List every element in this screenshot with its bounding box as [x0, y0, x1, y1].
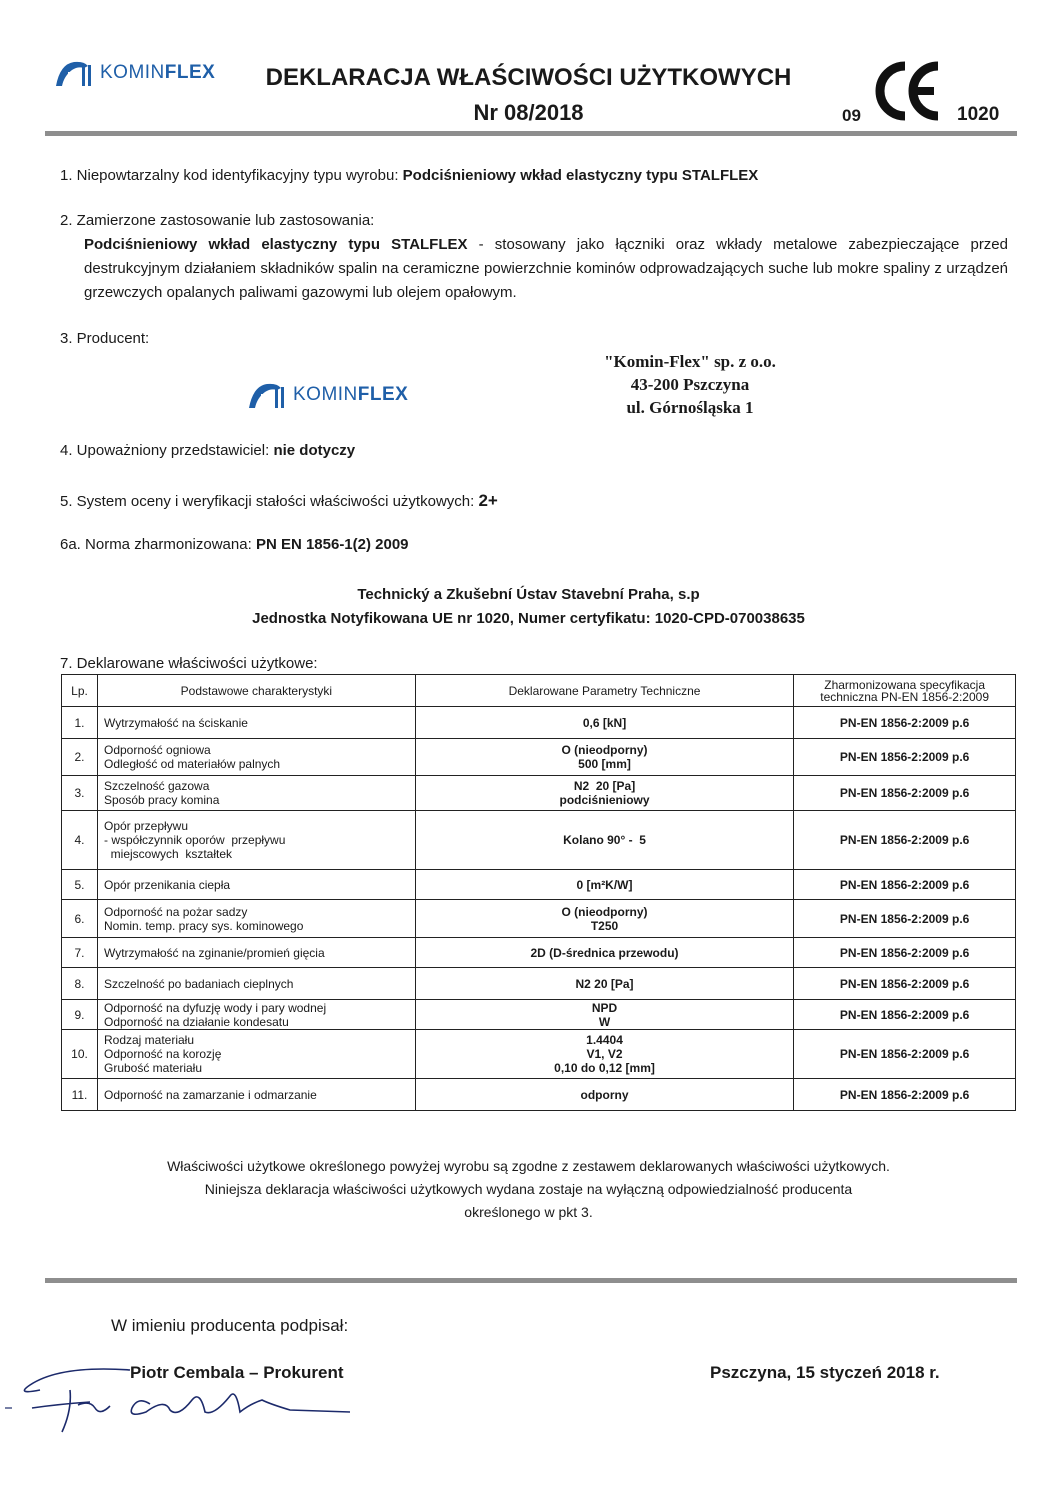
closing-line-3: określonego w pkt 3.	[464, 1204, 593, 1220]
characteristic-line: Szczelność po badaniach cieplnych	[103, 976, 294, 991]
item-5	[60, 489, 498, 514]
ce-mark	[872, 58, 942, 126]
table-row	[62, 1000, 1016, 1030]
cell-parameter	[415, 938, 793, 968]
cell-specification: PN-EN 1856-2:2009 p.6	[794, 870, 1016, 900]
characteristic-line: Odporność na pożar sadzy	[103, 904, 248, 919]
cell-characteristic	[97, 900, 415, 938]
cell-parameter	[415, 1079, 793, 1111]
parameter-line: odporny	[580, 1087, 629, 1102]
item-1-label: 1. Niepowtarzalny kod identyfikacyjny typu wyrobu:	[60, 167, 403, 184]
cell-parameter	[415, 811, 793, 870]
notified-body-name: Technický a Zkušební Ústav Stavební Praha, s.p	[357, 586, 700, 603]
logo-text: KOMINFLEX	[293, 384, 409, 405]
cell-lp: 4.	[62, 811, 98, 870]
ce-mark-icon	[872, 58, 942, 124]
characteristic-line: Odporność na korozję	[103, 1047, 222, 1061]
characteristic-line: Opór przepływu	[103, 819, 189, 833]
parameter-line: O (nieodporny)	[561, 904, 648, 919]
parameter-line: V1, V2	[586, 1047, 623, 1061]
cell-characteristic	[97, 1030, 415, 1079]
cell-parameter	[415, 707, 793, 739]
table-row	[62, 739, 1016, 776]
cell-characteristic	[97, 1079, 415, 1111]
cell-parameter	[415, 870, 793, 900]
parameter-line: NPD	[591, 1000, 618, 1015]
characteristic-line: Odległość od materiałów palnych	[103, 757, 281, 771]
cell-lp: 5.	[62, 870, 98, 900]
cell-specification: PN-EN 1856-2:2009 p.6	[794, 1030, 1016, 1079]
parameter-line: 0 [m²K/W]	[576, 877, 633, 892]
parameter-line: 1.4404	[586, 1033, 623, 1047]
cell-lp: 2.	[62, 739, 98, 776]
table-header-row	[62, 675, 1016, 707]
cell-lp: 11.	[62, 1079, 98, 1111]
ce-notified-body: 1020	[957, 104, 1000, 125]
cell-specification: PN-EN 1856-2:2009 p.6	[794, 1000, 1016, 1030]
parameter-line: W	[598, 1014, 611, 1029]
cell-lp: 6.	[62, 900, 98, 938]
parameter-line: 2D (D-średnica przewodu)	[530, 945, 679, 960]
producer-street: ul. Górnośląska 1	[626, 398, 754, 417]
characteristic-line: Rodzaj materiału	[103, 1033, 195, 1047]
characteristic-line: miejscowych kształtek	[103, 847, 233, 861]
cell-specification: PN-EN 1856-2:2009 p.6	[794, 739, 1016, 776]
characteristic-line: Nomin. temp. pracy sys. kominowego	[103, 918, 304, 933]
characteristic-line: Odporność na działanie kondesatu	[103, 1014, 289, 1029]
parameter-line: N2 20 [Pa]	[575, 976, 634, 991]
header-lp: Lp.	[62, 675, 98, 707]
cell-parameter	[415, 1030, 793, 1079]
cell-parameter	[415, 776, 793, 811]
item-5-label: 5. System oceny i weryfikacji stałości właściwości użytkowych:	[60, 493, 479, 510]
cell-specification: PN-EN 1856-2:2009 p.6	[794, 968, 1016, 1000]
characteristic-line: Grubość materiału	[103, 1061, 203, 1075]
producer-city: 43-200 Pszczyna	[630, 375, 750, 394]
logo-text: KOMINFLEX	[100, 62, 216, 83]
cell-lp: 3.	[62, 776, 98, 811]
notified-body-certificate: Jednostka Notyfikowana UE nr 1020, Numer certyfikatu: 1020-CPD-070038635	[252, 610, 805, 627]
characteristic-line: Wytrzymałość na ściskanie	[103, 715, 248, 730]
parameter-line: podciśnieniowy	[559, 793, 650, 807]
parameter-line: Kolano 90° - 5	[563, 833, 646, 847]
cell-parameter	[415, 1000, 793, 1030]
cell-lp: 10.	[62, 1030, 98, 1079]
characteristic-line: Sposób pracy komina	[103, 793, 220, 807]
header-divider	[45, 131, 1017, 136]
table-row	[62, 938, 1016, 968]
harmonised-standard: PN EN 1856-1(2) 2009	[255, 536, 409, 553]
authorised-representative: nie dotyczy	[273, 442, 356, 459]
item-6a	[60, 533, 409, 557]
item-7-label: 7. Deklarowane właściwości użytkowe:	[60, 655, 318, 672]
cell-parameter	[415, 739, 793, 776]
producer-address	[540, 350, 840, 419]
characteristic-line: Opór przenikania ciepła	[103, 877, 231, 892]
parameter-line: 500 [mm]	[578, 757, 631, 771]
table-row	[62, 811, 1016, 870]
place-and-date: Pszczyna, 15 styczeń 2018 r.	[710, 1363, 940, 1382]
document-number: Nr 08/2018	[473, 100, 584, 125]
producer-logo	[247, 380, 408, 410]
cell-characteristic	[97, 707, 415, 739]
cell-characteristic	[97, 739, 415, 776]
parameter-line: O (nieodporny)	[561, 743, 648, 757]
table-row	[62, 870, 1016, 900]
closing-line-2: Niniejsza deklaracja właściwości użytkowych wydana zostaje na wyłączną odpowiedzialność producenta	[204, 1181, 853, 1197]
header-parameters: Deklarowane Parametry Techniczne	[415, 675, 793, 707]
parameter-line: 0,10 do 0,12 [mm]	[554, 1061, 655, 1075]
cell-specification: PN-EN 1856-2:2009 p.6	[794, 900, 1016, 938]
footer-divider	[45, 1278, 1017, 1283]
table-row	[62, 900, 1016, 938]
closing-line-1: Właściwości użytkowe określonego powyżej wyrobu są zgodne z zestawem deklarowanych właściwości użytkowych.	[167, 1158, 890, 1174]
cell-lp: 1.	[62, 707, 98, 739]
intended-use-description: - stosowany jako łączniki oraz wkłady metalowe zabezpieczające przed destrukcyjnym działaniem składników spalin na ceramiczne powierzchnie kominów odprowadzających suche lub mokre spaliny z urządzeń grzewczych opalanych paliwami gazowymi lub olejem opałowym.	[84, 236, 1008, 301]
table-row	[62, 968, 1016, 1000]
characteristic-line: Szczelność gazowa	[103, 779, 210, 793]
producer-name: "Komin-Flex" sp. z o.o.	[604, 352, 776, 371]
cell-parameter	[415, 900, 793, 938]
item-1	[60, 164, 758, 188]
table-row	[62, 707, 1016, 739]
item-2-text	[84, 233, 1008, 305]
parameter-line: T250	[590, 918, 619, 933]
header-specification	[794, 675, 1016, 707]
notified-body	[0, 583, 1057, 631]
item-3-label: 3. Producent:	[60, 330, 150, 347]
cell-parameter	[415, 968, 793, 1000]
item-2-label: 2. Zamierzone zastosowanie lub zastosowania:	[60, 212, 375, 229]
cell-lp: 8.	[62, 968, 98, 1000]
characteristic-line: - współczynnik oporów przepływu	[103, 833, 286, 847]
document-title: DEKLARACJA WŁAŚCIWOŚCI UŻYTKOWYCH	[265, 64, 792, 91]
header-spec-line-1: Zharmonizowana specyfikacja	[824, 677, 985, 692]
product-type: Podciśnieniowy wkład elastyczny typu STALFLEX	[402, 167, 759, 184]
table-row	[62, 776, 1016, 811]
header-characteristics: Podstawowe charakterystyki	[97, 675, 415, 707]
cell-specification: PN-EN 1856-2:2009 p.6	[794, 811, 1016, 870]
table-row	[62, 1030, 1016, 1079]
logo-emblem-icon	[247, 380, 287, 410]
ce-year: 09	[842, 106, 861, 125]
cell-lp: 9.	[62, 1000, 98, 1030]
cell-characteristic	[97, 811, 415, 870]
characteristic-line: Odporność na zamarzanie i odmarzanie	[103, 1087, 317, 1102]
cell-characteristic	[97, 870, 415, 900]
parameter-line: 0,6 [kN]	[582, 715, 627, 730]
cell-characteristic	[97, 776, 415, 811]
signature-label: W imieniu producenta podpisał:	[111, 1316, 349, 1335]
properties-table	[61, 674, 1016, 1111]
cell-specification: PN-EN 1856-2:2009 p.6	[794, 938, 1016, 968]
header-spec-line-2: techniczna PN-EN 1856-2:2009	[820, 689, 990, 704]
closing-statement	[0, 1155, 1057, 1224]
cell-characteristic	[97, 968, 415, 1000]
cell-lp: 7.	[62, 938, 98, 968]
item-4	[60, 439, 355, 463]
item-4-label: 4. Upoważniony przedstawiciel:	[60, 442, 274, 459]
cell-characteristic	[97, 938, 415, 968]
cell-specification: PN-EN 1856-2:2009 p.6	[794, 776, 1016, 811]
cell-specification: PN-EN 1856-2:2009 p.6	[794, 707, 1016, 739]
characteristic-line: Odporność ogniowa	[103, 743, 211, 757]
signer-name: Piotr Cembala – Prokurent	[130, 1363, 344, 1382]
handwritten-signature	[0, 1360, 360, 1440]
cell-specification: PN-EN 1856-2:2009 p.6	[794, 1079, 1016, 1111]
characteristic-line: Wytrzymałość na zginanie/promień gięcia	[103, 945, 325, 960]
avcp-system: 2+	[478, 491, 498, 510]
characteristic-line: Odporność na dyfuzję wody i pary wodnej	[103, 1000, 327, 1015]
item-6a-label: 6a. Norma zharmonizowana:	[60, 536, 256, 553]
table-row	[62, 1079, 1016, 1111]
parameter-line: N2 20 [Pa]	[573, 779, 636, 793]
intended-use-product: Podciśnieniowy wkład elastyczny typu STALFLEX	[84, 236, 468, 253]
cell-characteristic	[97, 1000, 415, 1030]
